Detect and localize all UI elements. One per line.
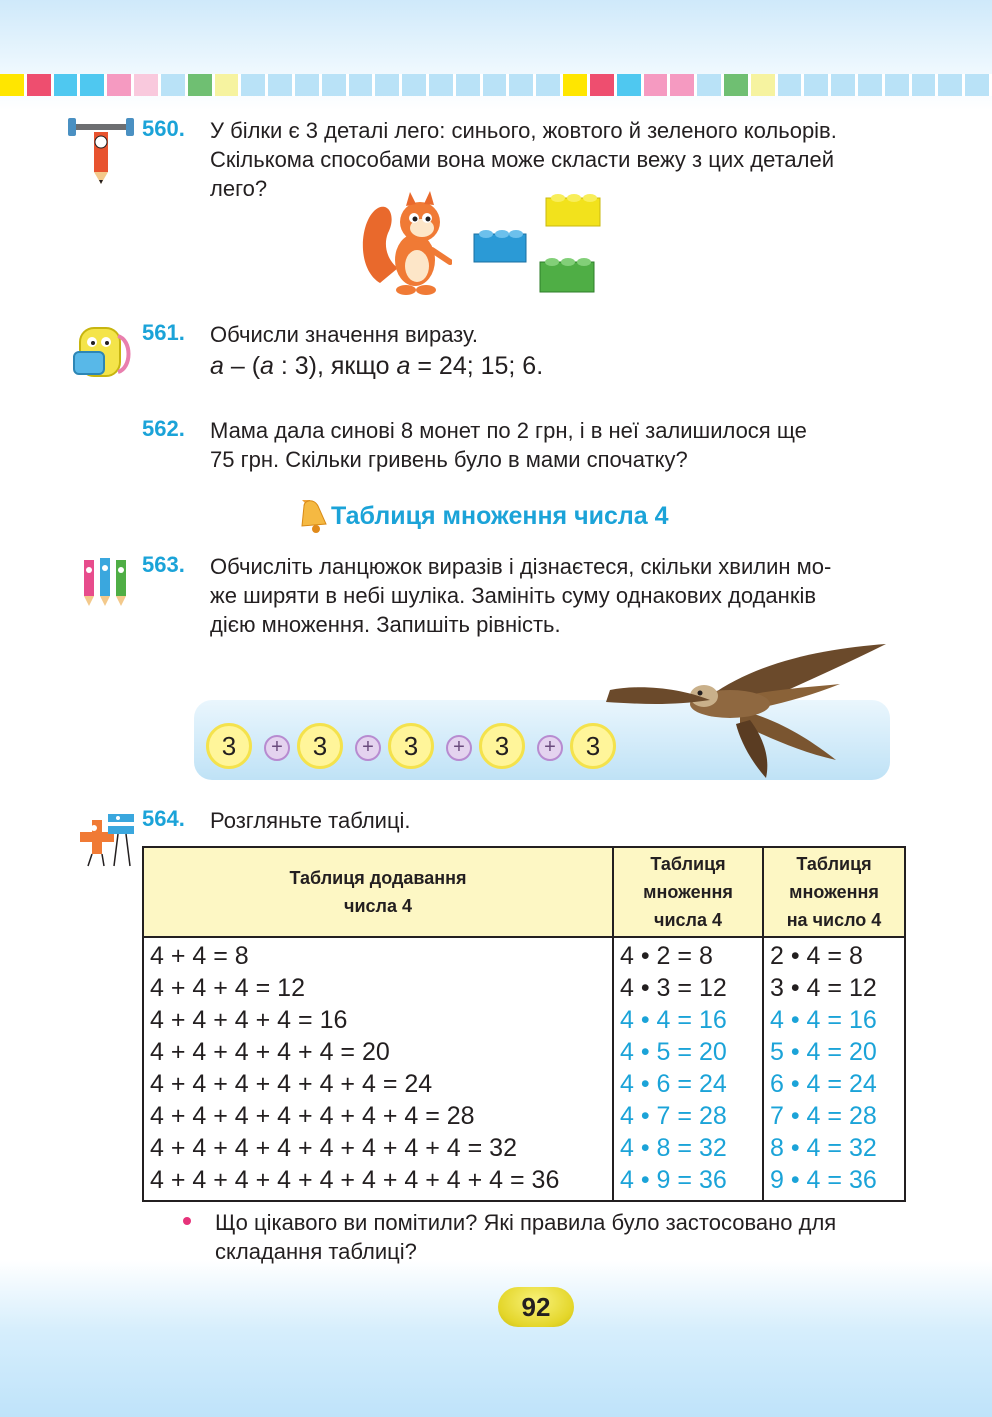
lego-bricks-illustration bbox=[470, 188, 610, 305]
plus-sign: + bbox=[264, 735, 290, 761]
stripe-segment bbox=[590, 74, 617, 96]
header-line: множення bbox=[789, 882, 879, 902]
question-text bbox=[215, 1208, 915, 1266]
equation: 4 + 4 + 4 + 4 = 16 bbox=[150, 1006, 348, 1034]
equation: 4 + 4 + 4 + 4 + 4 + 4 + 4 + 4 + 4 = 36 bbox=[150, 1166, 560, 1194]
stripe-segment bbox=[778, 74, 805, 96]
table-row bbox=[143, 937, 905, 1201]
stripe-segment bbox=[349, 74, 376, 96]
stripe-segment bbox=[724, 74, 751, 96]
variable-a: а bbox=[260, 352, 274, 380]
stripe-segment bbox=[27, 74, 54, 96]
stripe-segment bbox=[54, 74, 81, 96]
stripe-segment bbox=[912, 74, 939, 96]
stripe-segment bbox=[429, 74, 456, 96]
stripe-segment bbox=[402, 74, 429, 96]
pencil-weightlifter-icon bbox=[66, 114, 136, 191]
stripe-segment bbox=[134, 74, 161, 96]
header-line: на число 4 bbox=[786, 910, 882, 930]
equation: 4 + 4 + 4 = 12 bbox=[150, 974, 305, 1002]
stripe-segment bbox=[107, 74, 134, 96]
stripe-segment bbox=[295, 74, 322, 96]
mult-of-column bbox=[613, 937, 763, 1201]
chain-number: 3 bbox=[479, 723, 525, 769]
header-line: Таблиця додавання bbox=[289, 868, 467, 888]
stripe-segment bbox=[644, 74, 671, 96]
equation-blank: 4 • 8 = 32 bbox=[620, 1134, 727, 1162]
equation: 4 + 4 + 4 + 4 + 4 + 4 + 4 = 28 bbox=[150, 1102, 475, 1130]
equation: 4 • 3 = 12 bbox=[620, 974, 727, 1002]
expression-part: – ( bbox=[223, 352, 261, 380]
exercise-number: 560. bbox=[142, 116, 185, 141]
equation-blank: 4 • 4 = 16 bbox=[620, 1006, 727, 1034]
stripe-segment bbox=[670, 74, 697, 96]
stripe-segment bbox=[241, 74, 268, 96]
exercise-text: Обчисли значення виразу. bbox=[210, 322, 478, 347]
text-line: Скількома способами вона може скласти вежу з цих деталей bbox=[210, 147, 835, 172]
equation: 4 + 4 + 4 + 4 + 4 + 4 = 24 bbox=[150, 1070, 433, 1098]
text-line: дією множення. Запишіть рівність. bbox=[210, 612, 561, 637]
stripe-segment bbox=[697, 74, 724, 96]
header-line: числа 4 bbox=[654, 910, 722, 930]
stripe-segment bbox=[0, 74, 27, 96]
stripe-segment bbox=[885, 74, 912, 96]
stripe-segment bbox=[375, 74, 402, 96]
chain-number: 3 bbox=[570, 723, 616, 769]
stripe-segment bbox=[483, 74, 510, 96]
header-mult-of-4 bbox=[613, 847, 763, 937]
header-line: числа 4 bbox=[344, 896, 412, 916]
squirrel-illustration bbox=[360, 188, 452, 301]
chain-number: 3 bbox=[297, 723, 343, 769]
stripe-segment bbox=[268, 74, 295, 96]
addition-column bbox=[143, 937, 613, 1201]
table-header-row bbox=[143, 847, 905, 937]
stripe-segment bbox=[617, 74, 644, 96]
stripe-segment bbox=[322, 74, 349, 96]
exercise-text bbox=[210, 416, 910, 474]
text-line: Що цікавого ви помітили? Які правила було застосовано для bbox=[215, 1210, 837, 1235]
expression bbox=[210, 350, 543, 382]
text-line: Мама дала синові 8 монет по 2 грн, і в неї залишилося ще bbox=[210, 418, 807, 443]
text-line: Обчисліть ланцюжок виразів і дізнаєтеся, скільки хвилин мо- bbox=[210, 554, 832, 579]
stripe-segment bbox=[215, 74, 242, 96]
text-line: лего? bbox=[210, 176, 268, 201]
plus-sign: + bbox=[537, 735, 563, 761]
header-line: множення bbox=[643, 882, 733, 902]
equation-blank: 9 • 4 = 36 bbox=[770, 1166, 877, 1194]
equation-blank: 4 • 5 = 20 bbox=[620, 1038, 727, 1066]
header-line: Таблиця bbox=[796, 854, 872, 874]
equation-blank: 6 • 4 = 24 bbox=[770, 1070, 877, 1098]
stripe-segment bbox=[858, 74, 885, 96]
text-line: же ширяти в небі шуліка. Замініть суму однакових доданків bbox=[210, 583, 817, 608]
equation: 4 + 4 = 8 bbox=[150, 942, 249, 970]
stripe-segment bbox=[80, 74, 107, 96]
header-addition bbox=[143, 847, 613, 937]
equation-blank: 4 • 9 = 36 bbox=[620, 1166, 727, 1194]
kite-bird-illustration bbox=[600, 640, 890, 785]
page-number: 92 bbox=[498, 1287, 574, 1327]
text-line: 75 грн. Скільки гривень було в мами спочатку? bbox=[210, 447, 688, 472]
equation: 4 + 4 + 4 + 4 + 4 + 4 + 4 + 4 = 32 bbox=[150, 1134, 517, 1162]
bell-icon bbox=[296, 496, 330, 539]
equation: 4 • 2 = 8 bbox=[620, 942, 713, 970]
header-mult-by-4 bbox=[763, 847, 905, 937]
yellow-brick bbox=[546, 194, 600, 226]
mult-by-column bbox=[763, 937, 905, 1201]
exercise-text bbox=[210, 552, 910, 639]
chain-number: 3 bbox=[388, 723, 434, 769]
stripe-segment bbox=[509, 74, 536, 96]
expression-part: = 24; 15; 6. bbox=[410, 352, 544, 380]
equation-blank: 8 • 4 = 32 bbox=[770, 1134, 877, 1162]
stripe-segment bbox=[938, 74, 965, 96]
header-line: Таблиця bbox=[650, 854, 726, 874]
text-line: У білки є 3 деталі лего: синього, жовтого й зеленого кольорів. bbox=[210, 118, 837, 143]
green-brick bbox=[540, 258, 594, 292]
exercise-number: 561. bbox=[142, 320, 185, 345]
equation-blank: 4 • 4 = 16 bbox=[770, 1006, 877, 1034]
stripe-segment bbox=[804, 74, 831, 96]
stripe-segment bbox=[831, 74, 858, 96]
stripe-segment bbox=[751, 74, 778, 96]
bullet-point bbox=[183, 1217, 191, 1225]
equation-blank: 5 • 4 = 20 bbox=[770, 1038, 877, 1066]
stripe-segment bbox=[536, 74, 563, 96]
section-title: Таблиця множення числа 4 bbox=[331, 502, 669, 530]
equation-blank: 7 • 4 = 28 bbox=[770, 1102, 877, 1130]
blue-brick bbox=[474, 230, 526, 262]
exercise-number: 564. bbox=[142, 806, 185, 831]
equation: 3 • 4 = 12 bbox=[770, 974, 877, 1002]
multiplication-tables bbox=[142, 846, 906, 1202]
exercise-number: 563. bbox=[142, 552, 185, 577]
expression-part: : 3), якщо bbox=[273, 352, 397, 380]
stripe-segment bbox=[456, 74, 483, 96]
stripe-segment bbox=[161, 74, 188, 96]
backpack-icon bbox=[70, 322, 134, 385]
pencils-icon bbox=[76, 554, 142, 613]
exercise-number: 562. bbox=[142, 416, 185, 441]
plus-sign: + bbox=[355, 735, 381, 761]
stripe-segment bbox=[965, 74, 992, 96]
equation: 2 • 4 = 8 bbox=[770, 942, 863, 970]
top-color-stripe bbox=[0, 72, 992, 98]
equation: 4 + 4 + 4 + 4 + 4 = 20 bbox=[150, 1038, 390, 1066]
equation-blank: 4 • 6 = 24 bbox=[620, 1070, 727, 1098]
plus-sign: + bbox=[446, 735, 472, 761]
math-signs-icon bbox=[74, 808, 140, 875]
stripe-segment bbox=[563, 74, 590, 96]
variable-a: а bbox=[396, 352, 411, 380]
stripe-segment bbox=[188, 74, 215, 96]
equation-blank: 4 • 7 = 28 bbox=[620, 1102, 727, 1130]
text-line: складання таблиці? bbox=[215, 1239, 417, 1264]
chain-number: 3 bbox=[206, 723, 252, 769]
variable-a: а bbox=[210, 352, 224, 380]
exercise-text: Розгляньте таблиці. bbox=[210, 808, 411, 833]
